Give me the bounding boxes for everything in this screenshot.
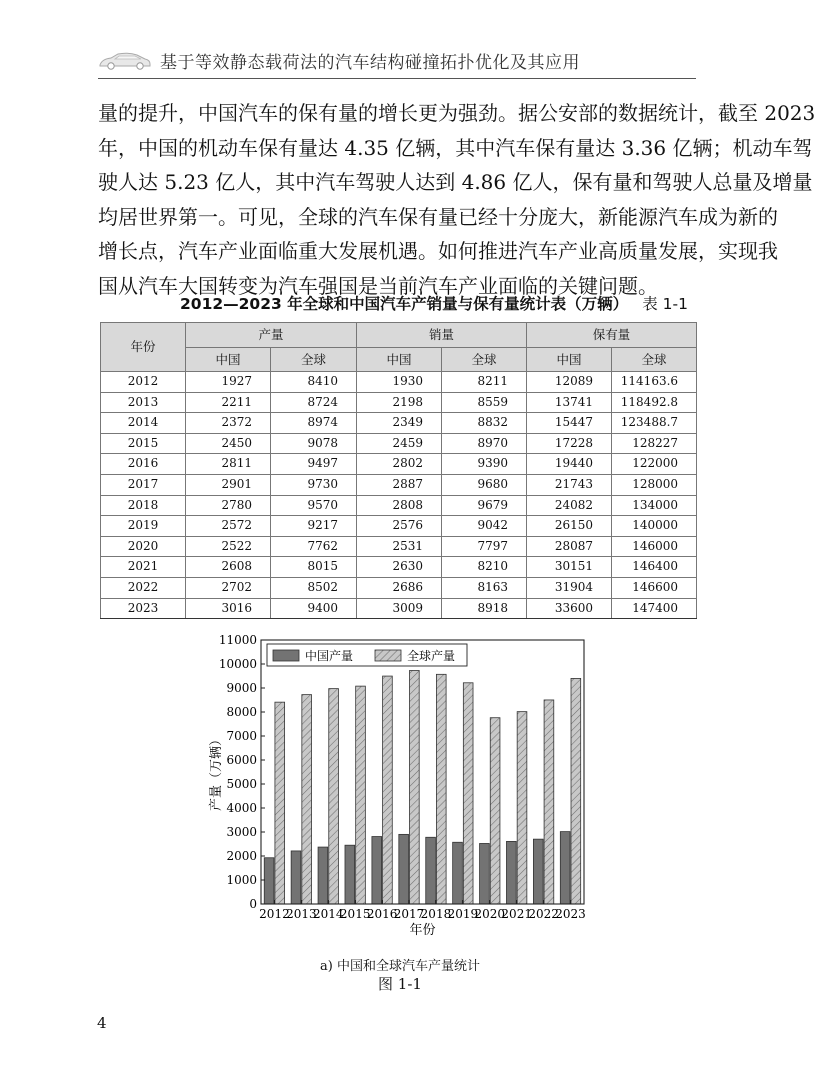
legend-label-china: 中国产量 [305, 649, 354, 663]
table-cell: 8970 [442, 433, 527, 454]
figure-caption: 图 1-1 [378, 975, 422, 993]
table-cell: 147400 [612, 598, 697, 619]
table-cell: 2780 [186, 495, 271, 516]
bar-global-production [436, 674, 446, 904]
body-line: 均居世界第一。可见，全球的汽车保有量已经十分庞大，新能源汽车成为新的 [98, 204, 778, 229]
x-tick-label: 2019 [447, 907, 479, 921]
table-cell-year: 2018 [101, 495, 186, 516]
table-cell-year: 2020 [101, 536, 186, 557]
table-caption [98, 292, 698, 314]
table-row [101, 433, 697, 454]
y-tick-label: 0 [249, 897, 257, 911]
y-tick-label: 8000 [226, 705, 257, 719]
table-cell: 128227 [612, 433, 697, 454]
body-line: 国从汽车大国转变为汽车强国是当前汽车产业面临的关键问题。 [98, 273, 658, 298]
table-cell: 2686 [357, 577, 442, 598]
table-row [101, 454, 697, 475]
car-logo-icon [98, 50, 152, 70]
y-tick-label: 3000 [226, 825, 257, 839]
subheader: 中国 [357, 348, 442, 372]
x-tick-label: 2020 [474, 907, 506, 921]
x-tick-label: 2017 [393, 907, 425, 921]
table-cell: 2630 [357, 557, 442, 578]
table-row [101, 474, 697, 495]
table-cell: 134000 [612, 495, 697, 516]
table-cell-year: 2017 [101, 474, 186, 495]
table-cell: 9679 [442, 495, 527, 516]
table-row [101, 413, 697, 434]
body-line: 年，中国的机动车保有量达 4.35 亿辆，其中汽车保有量达 3.36 亿辆；机动车驾 [98, 135, 813, 160]
header-sales: 销量 [357, 323, 527, 348]
table-cell: 114163.6 [612, 372, 697, 393]
bar-china-production [399, 834, 409, 904]
y-tick-label: 5000 [226, 777, 257, 791]
table-cell: 8974 [271, 413, 357, 434]
x-tick-label: 2021 [501, 907, 532, 921]
table-cell: 8211 [442, 372, 527, 393]
table-cell: 2572 [186, 516, 271, 537]
x-tick-label: 2015 [339, 907, 371, 921]
x-tick-label: 2012 [259, 907, 290, 921]
table-cell: 8918 [442, 598, 527, 619]
bar-global-production [275, 702, 285, 904]
table-cell: 8410 [271, 372, 357, 393]
table-cell-year: 2021 [101, 557, 186, 578]
bar-global-production [302, 695, 312, 904]
table-cell: 15447 [527, 413, 612, 434]
table-cell: 3009 [357, 598, 442, 619]
bar-global-production [544, 700, 554, 904]
table-cell-year: 2023 [101, 598, 186, 619]
subheader: 全球 [271, 348, 357, 372]
table-cell: 3016 [186, 598, 271, 619]
y-tick-label: 7000 [226, 729, 257, 743]
page-number: 4 [97, 1014, 107, 1032]
bar-china-production [480, 843, 490, 904]
table-cell: 7797 [442, 536, 527, 557]
bar-global-production [329, 689, 339, 904]
stats-table [100, 322, 697, 619]
bar-global-production [356, 686, 366, 904]
table-cell: 9042 [442, 516, 527, 537]
figure-subcaption: a) 中国和全球汽车产量统计 [320, 959, 480, 974]
y-tick-label: 9000 [226, 681, 257, 695]
table-row [101, 495, 697, 516]
legend-swatch-china [273, 650, 299, 661]
production-bar-chart [200, 628, 600, 940]
table-cell: 2211 [186, 392, 271, 413]
table-cell: 8015 [271, 557, 357, 578]
table-cell-year: 2014 [101, 413, 186, 434]
bar-global-production [383, 676, 393, 904]
table-cell: 9680 [442, 474, 527, 495]
bar-global-production [571, 678, 581, 904]
x-tick-label: 2014 [313, 907, 344, 921]
table-cell: 2802 [357, 454, 442, 475]
table-row [101, 372, 697, 393]
table-cell: 146400 [612, 557, 697, 578]
table-cell: 8724 [271, 392, 357, 413]
table-cell-year: 2013 [101, 392, 186, 413]
y-tick-label: 10000 [218, 657, 257, 671]
body-paragraph [98, 96, 815, 304]
table-cell: 2198 [357, 392, 442, 413]
table-cell: 2459 [357, 433, 442, 454]
table-row [101, 392, 697, 413]
table-body [101, 372, 697, 619]
subheader: 中国 [186, 348, 271, 372]
table-cell: 8559 [442, 392, 527, 413]
table-cell: 122000 [612, 454, 697, 475]
y-tick-label: 1000 [226, 873, 257, 887]
table-cell: 2901 [186, 474, 271, 495]
table-cell: 2811 [186, 454, 271, 475]
legend-swatch-global [375, 650, 401, 661]
table-cell: 128000 [612, 474, 697, 495]
table-cell: 26150 [527, 516, 612, 537]
table-cell: 118492.8 [612, 392, 697, 413]
table-cell: 2372 [186, 413, 271, 434]
table-cell: 2349 [357, 413, 442, 434]
bar-china-production [506, 841, 516, 904]
table-cell: 2808 [357, 495, 442, 516]
table-cell: 2608 [186, 557, 271, 578]
running-header [98, 44, 696, 79]
table-row [101, 516, 697, 537]
table-cell: 9570 [271, 495, 357, 516]
body-line: 增长点，汽车产业面临重大发展机遇。如何推进汽车产业高质量发展，实现我 [98, 239, 778, 264]
bar-china-production [426, 837, 436, 904]
bar-china-production [372, 837, 382, 904]
table-cell: 31904 [527, 577, 612, 598]
table-cell: 9217 [271, 516, 357, 537]
subheader: 全球 [442, 348, 527, 372]
table-cell: 8210 [442, 557, 527, 578]
table-cell: 2531 [357, 536, 442, 557]
table-row [101, 536, 697, 557]
bar-china-production [560, 832, 570, 904]
subheader: 全球 [612, 348, 697, 372]
x-tick-label: 2016 [366, 907, 398, 921]
y-tick-label: 11000 [218, 633, 257, 647]
table-cell: 17228 [527, 433, 612, 454]
bar-global-production [490, 718, 500, 904]
header-year: 年份 [101, 323, 186, 372]
table-cell: 123488.7 [612, 413, 697, 434]
header-title: 基于等效静态载荷法的汽车结构碰撞拓扑优化及其应用 [160, 53, 580, 73]
bar-china-production [345, 845, 355, 904]
bar-global-production [463, 683, 473, 904]
bar-china-production [453, 842, 463, 904]
x-tick-label: 2013 [286, 907, 317, 921]
body-line: 量的提升，中国汽车的保有量的增长更为强劲。据公安部的数据统计，截至 2023 [98, 101, 815, 125]
x-tick-label: 2023 [555, 907, 586, 921]
table-cell-year: 2016 [101, 454, 186, 475]
bar-global-production [410, 670, 420, 904]
y-tick-label: 2000 [226, 849, 257, 863]
table-cell: 146000 [612, 536, 697, 557]
table-cell: 9497 [271, 454, 357, 475]
header-production: 产量 [186, 323, 357, 348]
x-tick-label: 2022 [528, 907, 559, 921]
table-cell: 140000 [612, 516, 697, 537]
table-cell: 19440 [527, 454, 612, 475]
table-cell-year: 2015 [101, 433, 186, 454]
table-cell: 8832 [442, 413, 527, 434]
table-cell: 8163 [442, 577, 527, 598]
table-cell: 9730 [271, 474, 357, 495]
subheader: 中国 [527, 348, 612, 372]
y-tick-label: 6000 [226, 753, 257, 767]
table-cell: 1930 [357, 372, 442, 393]
bar-global-production [517, 712, 527, 904]
table-cell: 2576 [357, 516, 442, 537]
bar-china-production [533, 839, 543, 904]
table-cell: 2450 [186, 433, 271, 454]
table-cell: 9400 [271, 598, 357, 619]
table-cell-year: 2022 [101, 577, 186, 598]
body-line: 驶人达 5.23 亿人，其中汽车驾驶人达到 4.86 亿人，保有量和驾驶人总量及增量 [98, 170, 813, 195]
table-cell: 2522 [186, 536, 271, 557]
bar-china-production [318, 847, 328, 904]
table-cell: 1927 [186, 372, 271, 393]
table-cell-year: 2019 [101, 516, 186, 537]
y-axis-label: 产量（万辆） [209, 732, 224, 812]
table-cell: 7762 [271, 536, 357, 557]
table-cell: 146600 [612, 577, 697, 598]
table-cell: 13741 [527, 392, 612, 413]
table-cell: 2887 [357, 474, 442, 495]
table-cell: 9390 [442, 454, 527, 475]
table-cell: 9078 [271, 433, 357, 454]
table-row [101, 557, 697, 578]
y-tick-label: 4000 [226, 801, 257, 815]
table-cell: 2702 [186, 577, 271, 598]
legend-label-global: 全球产量 [407, 649, 456, 663]
table-cell-year: 2012 [101, 372, 186, 393]
table-row [101, 598, 697, 619]
table-cell: 21743 [527, 474, 612, 495]
table-number: 表 1-1 [642, 295, 688, 313]
table-cell: 8502 [271, 577, 357, 598]
x-axis-label: 年份 [409, 923, 436, 938]
x-tick-label: 2018 [420, 907, 452, 921]
table-cell: 30151 [527, 557, 612, 578]
table-cell: 28087 [527, 536, 612, 557]
bar-china-production [264, 858, 274, 904]
header-ownership: 保有量 [527, 323, 697, 348]
table-caption-title: 2012—2023 年全球和中国汽车产销量与保有量统计表（万辆） [180, 295, 629, 313]
table-cell: 12089 [527, 372, 612, 393]
table-cell: 24082 [527, 495, 612, 516]
table-row [101, 577, 697, 598]
bar-china-production [291, 851, 301, 904]
table-cell: 33600 [527, 598, 612, 619]
